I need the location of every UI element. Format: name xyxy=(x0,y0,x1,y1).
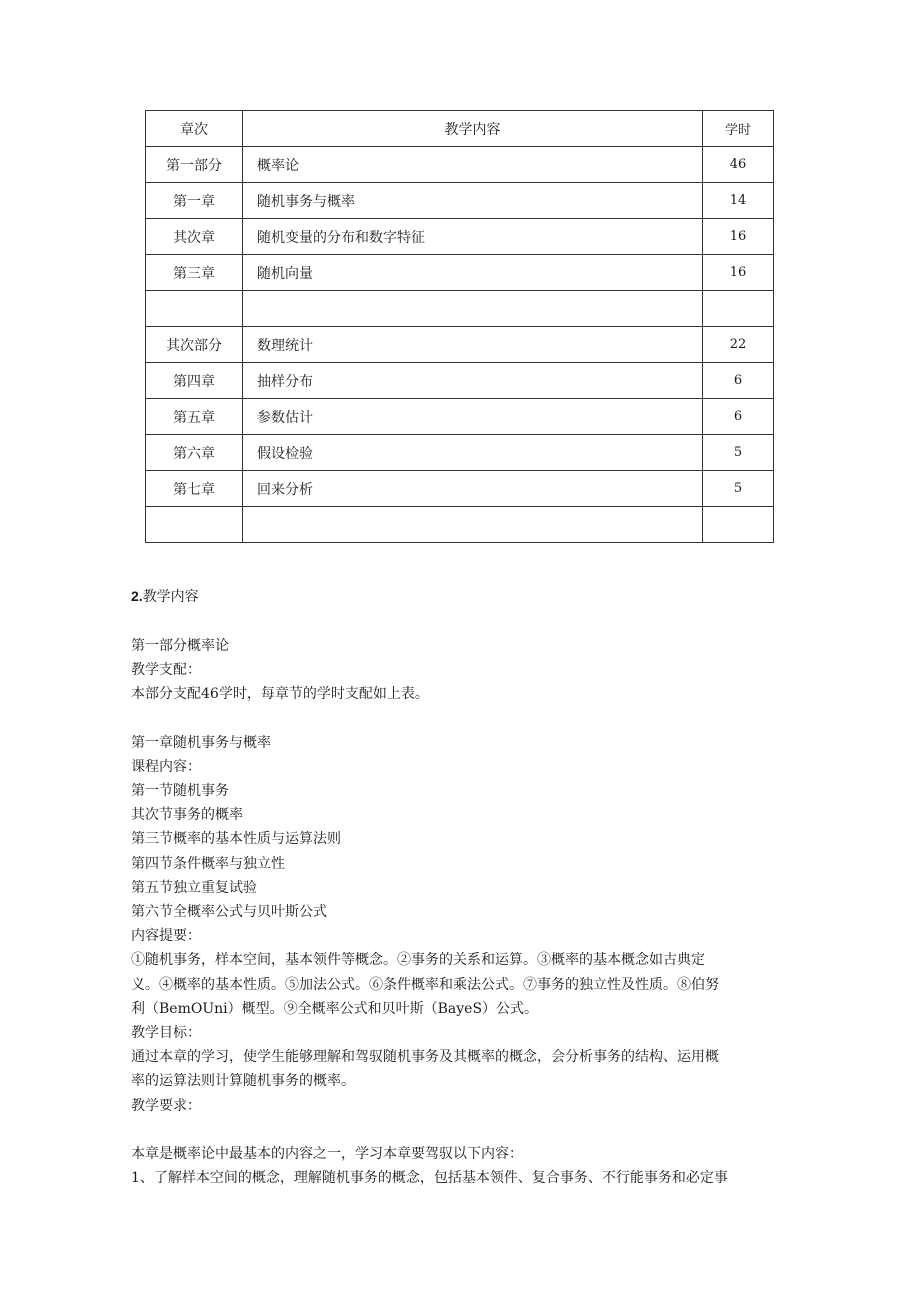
section-number: 2. xyxy=(131,588,143,604)
table-row xyxy=(146,183,774,219)
goal-label: 教学目标： xyxy=(131,1025,201,1042)
cell-content: 抽样分布 xyxy=(243,363,703,399)
cell-chapter: 第三章 xyxy=(146,255,243,291)
cell-hours: 16 xyxy=(703,255,774,291)
header-chapter: 章次 xyxy=(146,111,243,147)
summary-line: ①随机事务，样本空间，基本领件等概念。②事务的关系和运算。③概率的基本概念如古典定 xyxy=(131,952,705,969)
arrangement-label: 教学支配： xyxy=(131,662,201,679)
section-item: 其次节事务的概率 xyxy=(131,807,243,824)
cell-hours xyxy=(703,507,774,543)
cell-content: 随机向量 xyxy=(243,255,703,291)
section-item: 第四节条件概率与独立性 xyxy=(131,855,285,872)
requirement-item: 1、了解样本空间的概念，理解随机事务的概念，包括基本领件、复合事务、不行能事务和必定事 xyxy=(131,1170,728,1187)
cell-chapter: 第七章 xyxy=(146,471,243,507)
cell-chapter xyxy=(146,507,243,543)
cell-chapter: 其次部分 xyxy=(146,327,243,363)
cell-content xyxy=(243,507,703,543)
cell-hours: 5 xyxy=(703,471,774,507)
cell-chapter: 第一章 xyxy=(146,183,243,219)
cell-content: 随机事务与概率 xyxy=(243,183,703,219)
content-body xyxy=(131,634,791,1190)
cell-content: 概率论 xyxy=(243,147,703,183)
summary-line: 利（BemOUni）概型。⑨全概率公式和贝叶斯（BayeS）公式。 xyxy=(131,1000,539,1017)
cell-chapter: 第四章 xyxy=(146,363,243,399)
cell-content: 回来分析 xyxy=(243,471,703,507)
cell-content: 假设检验 xyxy=(243,435,703,471)
table-row xyxy=(146,327,774,363)
cell-hours: 22 xyxy=(703,327,774,363)
cell-hours: 5 xyxy=(703,435,774,471)
cell-chapter: 第一部分 xyxy=(146,147,243,183)
section-item: 第三节概率的基本性质与运算法则 xyxy=(131,831,341,848)
summary-label: 内容提要： xyxy=(131,928,201,945)
table-header-row xyxy=(146,111,774,147)
schedule-table xyxy=(145,110,774,543)
cell-chapter: 第五章 xyxy=(146,399,243,435)
table-row xyxy=(146,435,774,471)
cell-hours: 16 xyxy=(703,219,774,255)
cell-hours: 6 xyxy=(703,363,774,399)
cell-hours: 46 xyxy=(703,147,774,183)
cell-chapter: 第六章 xyxy=(146,435,243,471)
table-row xyxy=(146,471,774,507)
section-heading xyxy=(131,586,199,606)
section-title-text: 教学内容 xyxy=(142,589,199,605)
table-row xyxy=(146,147,774,183)
section-item: 第一节随机事务 xyxy=(131,783,229,800)
table-row xyxy=(146,399,774,435)
table-row xyxy=(146,291,774,327)
arrangement-text: 本部分支配46学时，每章节的学时支配如上表。 xyxy=(131,686,429,703)
course-content-label: 课程内容： xyxy=(131,758,201,775)
cell-chapter xyxy=(146,291,243,327)
cell-hours xyxy=(703,291,774,327)
cell-content: 参数估计 xyxy=(243,399,703,435)
header-hours: 学时 xyxy=(703,111,774,147)
cell-chapter: 其次章 xyxy=(146,219,243,255)
cell-content: 随机变量的分布和数字特征 xyxy=(243,219,703,255)
table-row xyxy=(146,507,774,543)
section-item: 第五节独立重复试验 xyxy=(131,879,257,896)
summary-line: 义。④概率的基本性质。⑤加法公式。⑥条件概率和乘法公式。⑦事务的独立性及性质。⑧伯努 xyxy=(131,976,719,993)
section-item: 第六节全概率公式与贝叶斯公式 xyxy=(131,904,327,921)
table-row xyxy=(146,219,774,255)
goal-line: 通过本章的学习，使学生能够理解和驾驭随机事务及其概率的概念，会分析事务的结构、运用概 xyxy=(131,1049,719,1066)
table-row xyxy=(146,363,774,399)
cell-content: 数理统计 xyxy=(243,327,703,363)
goal-line: 率的运算法则计算随机事务的概率。 xyxy=(131,1073,355,1090)
cell-content xyxy=(243,291,703,327)
cell-hours: 14 xyxy=(703,183,774,219)
table-row xyxy=(146,255,774,291)
spacer xyxy=(131,1118,791,1142)
header-content: 教学内容 xyxy=(243,111,703,147)
chapter-title: 第一章随机事务与概率 xyxy=(131,734,271,751)
part-title: 第一部分概率论 xyxy=(131,638,229,654)
requirement-label: 教学要求： xyxy=(131,1097,201,1114)
cell-hours: 6 xyxy=(703,399,774,435)
spacer xyxy=(131,707,791,731)
requirement-intro: 本章是概率论中最基本的内容之一，学习本章要驾驭以下内容： xyxy=(131,1145,523,1162)
